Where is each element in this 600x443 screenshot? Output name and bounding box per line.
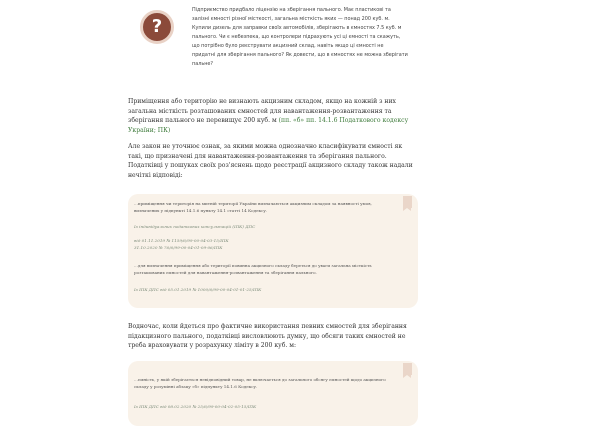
quote-source[interactable]: Із ІПК ДПС від 05.01.2019 № 1000/6/99-00-04-01-01-25/ІПК	[134, 287, 262, 292]
quote-source[interactable]: Із ІПК ДПС від 08.02.2020 № 25/6/99-00-04-02-05-15/ІПК	[134, 404, 257, 409]
question-box	[140, 6, 406, 70]
quote-line: ...приміщення чи територія на митній території України визначаються акцизним складом за наявності умов,	[134, 201, 372, 206]
quote-line: ...для визначення приміщення або території повинна акцизного складу береться до уваги загальна місткість	[134, 263, 372, 268]
paragraph-2: Але закон не уточнює ознак, за якими можна однозначно класифікувати ємності як такі, що призначені для навантаження-розвантаження та зберігання пального. Податківці у пошуках своїх роз'яснень щодо реєстрації акцизного складу також надали нечіткі відповіді:	[128, 143, 413, 179]
tax-code-link[interactable]: (пп. «б» пп. 14.1.6 Податкового кодексу України; ПК)	[128, 117, 409, 134]
bookmark-icon[interactable]	[403, 363, 412, 375]
quote-source[interactable]: 31.10.2020 № 76/6/99-00-04-01-09-06/ІПК	[134, 245, 223, 250]
intro-text: Приміщення або територію не визнають акцизним складом, якщо на кожній з них загальна місткість розташованих ємностей для навантаження-розвантаження та зберігання пального не перевищує 200 куб. м	[128, 98, 396, 125]
bookmark-icon[interactable]	[403, 196, 412, 208]
question-text: Підприємство придбало ліцензію на зберігання пального. Має пластикові та залізні ємності різної місткості, загальна місткість яких — понад 200 куб. м. Купили дизель для заправки своїх автомобілів, зберігають в ємностях 7.5 куб. м пального. Чи є небезпека, що контролери підрахують усі ці ємності та скажуть, що потрібно було реєструвати акцизний склад, навіть якщо ці ємності не придатні для зберігання пального? Як довести, що в ємностях не можна зберігати пальне?	[192, 7, 408, 67]
quote-line: складу у розумінні абзацу «б» підпункту 14.1.6 Кодексу.	[134, 384, 258, 389]
paragraph-3: Водночас, коли йдеться про фактичне використання певних ємностей для зберігання підакцизного пального, податківці висловлюють думку, що обсяги таких ємностей не треба враховувати у розрахунку ліміту в 200 куб. м:	[128, 323, 407, 350]
quote-source: Із індивідуальних податкових консультацій (ІПК) ДПС	[134, 224, 256, 229]
quote-line: ...ємність, у якій зберігається невідповідний товар, не включається до загального обсягу ємностей щодо акцизного	[134, 377, 386, 382]
question-mark-icon	[140, 10, 174, 44]
intro-paragraph	[128, 97, 418, 135]
quote-source[interactable]: від 01.11.2019 № 1159/6/99-00-04-03-15/ІПК	[134, 238, 229, 243]
quote-line: визначених у підпункті 14.1.6 пункту 14.1 статті 14 Кодексу.	[134, 208, 268, 213]
quote-block-1	[128, 194, 418, 308]
quote-line: розташованих ємностей для навантаження-розвантаження та зберігання пального.	[134, 270, 317, 275]
quote-block-2	[128, 361, 418, 426]
